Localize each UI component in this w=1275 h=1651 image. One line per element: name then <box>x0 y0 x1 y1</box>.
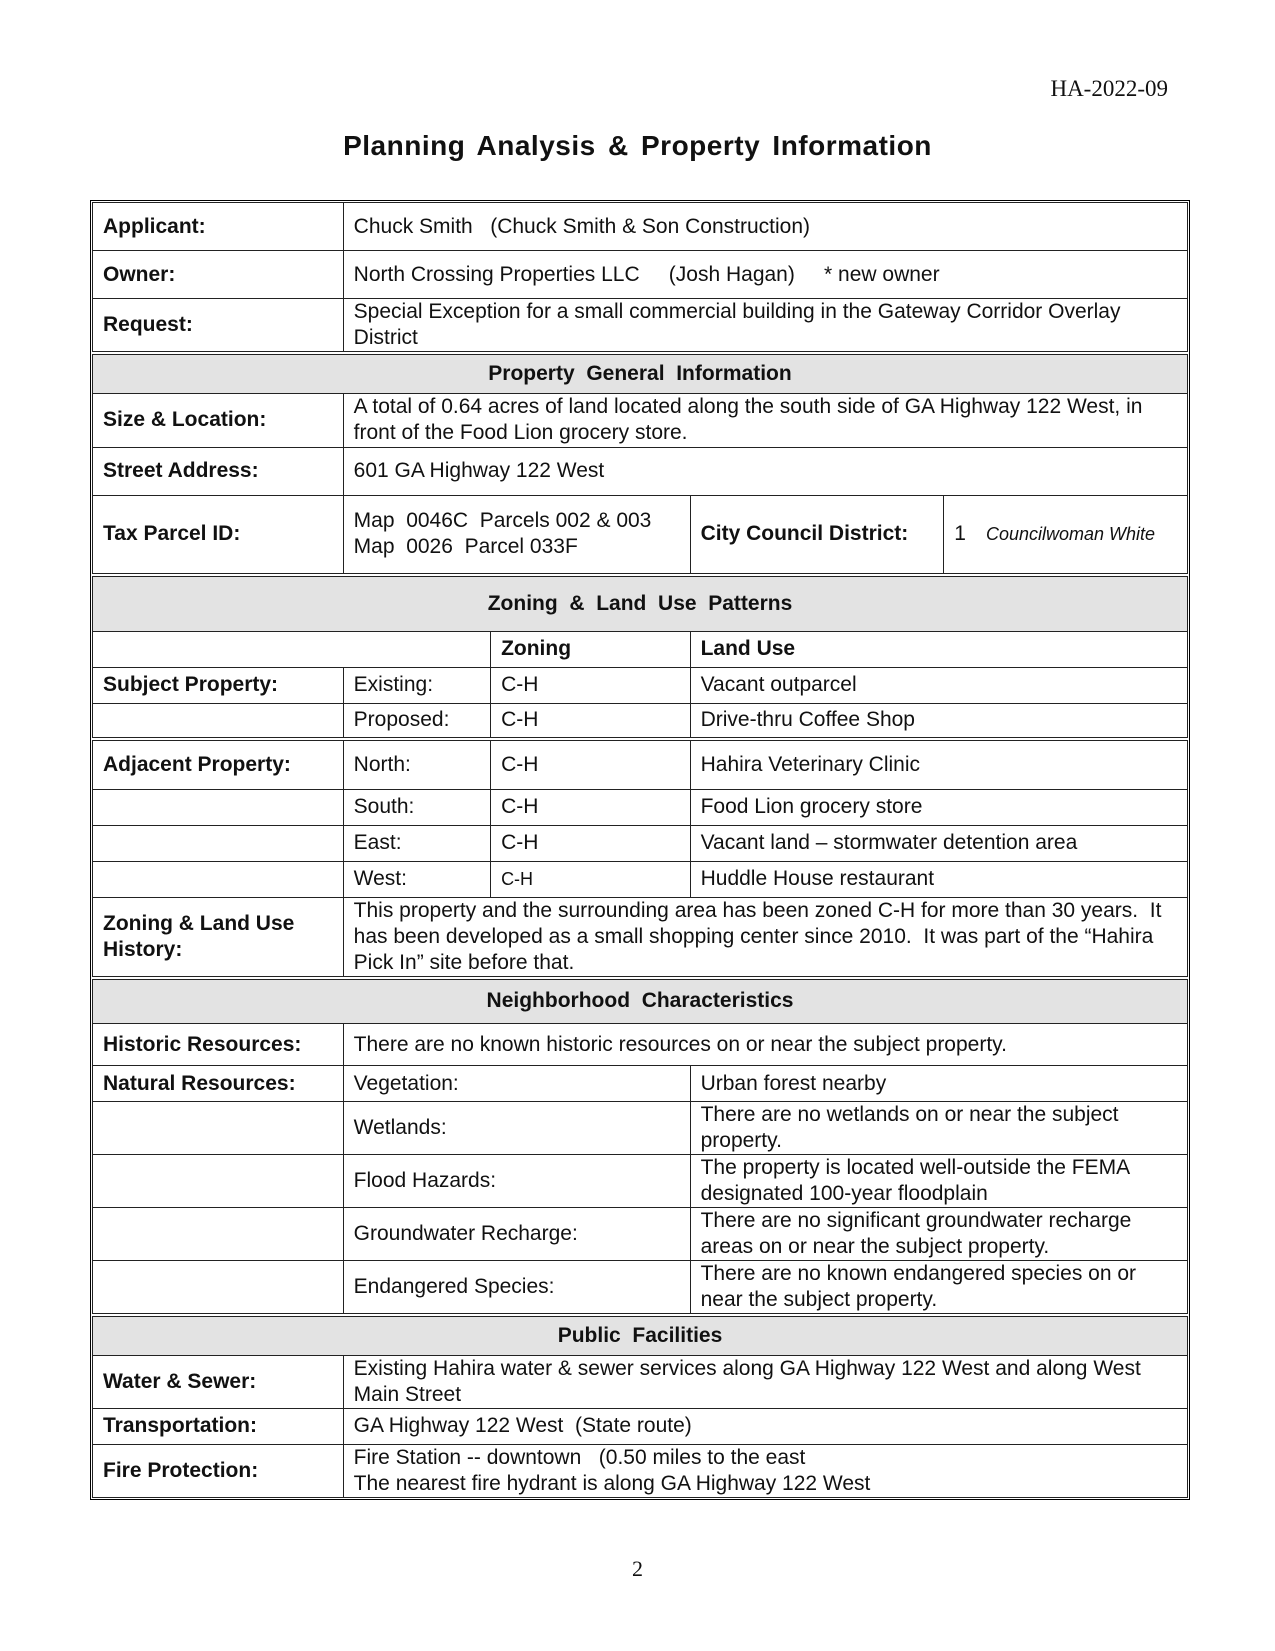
adjacent-direction: West: <box>343 861 490 897</box>
owner-row <box>93 251 1188 299</box>
natural-item: Flood Hazards: <box>343 1155 690 1208</box>
adjacent-land-use: Vacant land – stormwater detention area <box>690 825 1187 861</box>
zoning-history-label: Zoning & Land Use History: <box>93 897 344 978</box>
request-row <box>93 299 1188 354</box>
council-district-value <box>944 495 1188 575</box>
adjacent-west-row <box>93 861 1188 897</box>
public-facilities-heading: Public Facilities <box>93 1315 1188 1355</box>
fire-protection-line-2: The nearest fire hydrant is along GA Highway 122 West <box>353 1471 871 1495</box>
adjacent-land-use: Huddle House restaurant <box>690 861 1187 897</box>
zoning-column-header: Zoning <box>491 631 691 667</box>
size-location-row <box>93 393 1188 447</box>
natural-value: There are no significant groundwater recharge areas on or near the subject property. <box>690 1208 1187 1261</box>
natural-blank <box>93 1155 344 1208</box>
fire-protection-label: Fire Protection: <box>93 1444 344 1497</box>
size-location-label: Size & Location: <box>93 393 344 447</box>
council-member: Councilwoman White <box>985 524 1156 545</box>
subject-existing-row <box>93 667 1188 703</box>
natural-item: Endangered Species: <box>343 1261 690 1316</box>
natural-vegetation-row <box>93 1066 1188 1102</box>
natural-flood-row <box>93 1155 1188 1208</box>
subject-property-label: Subject Property: <box>93 667 344 703</box>
tax-parcel-row <box>93 495 1188 575</box>
size-location-value: A total of 0.64 acres of land located along the south side of GA Highway 122 West, in front of the Food Lion grocery store. <box>343 393 1187 447</box>
adjacent-east-row <box>93 825 1188 861</box>
street-address-label: Street Address: <box>93 447 344 495</box>
historic-resources-row <box>93 1024 1188 1066</box>
street-address-value: 601 GA Highway 122 West <box>343 447 1187 495</box>
neighborhood-heading-row <box>93 978 1188 1024</box>
historic-resources-label: Historic Resources: <box>93 1024 344 1066</box>
zoning-history-value: This property and the surrounding area has been zoned C-H for more than 30 years. It has been developed as a small shopping center since 2010. It was part of the “Hahira Pick In” site before that. <box>343 897 1187 978</box>
tax-parcel-label: Tax Parcel ID: <box>93 495 344 575</box>
adjacent-blank <box>93 825 344 861</box>
adjacent-direction: East: <box>343 825 490 861</box>
subject-blank <box>93 703 344 739</box>
natural-endangered-row <box>93 1261 1188 1316</box>
tax-parcel-value <box>343 495 690 575</box>
page-title: Planning Analysis & Property Information <box>343 130 932 161</box>
street-address-row <box>93 447 1188 495</box>
natural-value: There are no known endangered species on or near the subject property. <box>690 1261 1187 1316</box>
applicant-value: Chuck Smith (Chuck Smith & Son Construction) <box>343 203 1187 251</box>
natural-item: Wetlands: <box>343 1102 690 1155</box>
natural-value: Urban forest nearby <box>690 1066 1187 1102</box>
planning-table-frame <box>90 200 1190 1500</box>
case-number: HA-2022-09 <box>1050 76 1168 101</box>
fire-protection-row <box>93 1444 1188 1497</box>
applicant-row <box>93 203 1188 251</box>
tax-parcel-line-2: Map 0026 Parcel 033F <box>353 535 578 559</box>
fire-protection-value <box>343 1444 1187 1497</box>
council-district-number: 1 <box>954 522 966 546</box>
owner-label: Owner: <box>93 251 344 299</box>
transportation-value: GA Highway 122 West (State route) <box>343 1408 1187 1444</box>
applicant-label: Applicant: <box>93 203 344 251</box>
transportation-label: Transportation: <box>93 1408 344 1444</box>
adjacent-zoning: C-H <box>491 739 691 789</box>
natural-wetlands-row <box>93 1102 1188 1155</box>
land-use-column-header: Land Use <box>690 631 1187 667</box>
subject-zoning: C-H <box>491 703 691 739</box>
fire-protection-line-1: Fire Station -- downtown (0.50 miles to the east <box>353 1445 806 1469</box>
zoning-heading-row <box>93 575 1188 631</box>
zoning-header-blank <box>93 631 491 667</box>
zoning-column-header-row <box>93 631 1188 667</box>
adjacent-land-use: Food Lion grocery store <box>690 789 1187 825</box>
council-district-label: City Council District: <box>690 495 944 575</box>
natural-blank <box>93 1208 344 1261</box>
transportation-row <box>93 1408 1188 1444</box>
tax-parcel-line-1: Map 0046C Parcels 002 & 003 <box>353 509 652 533</box>
adjacent-direction: North: <box>343 739 490 789</box>
adjacent-zoning: C-H <box>491 789 691 825</box>
zoning-heading: Zoning & Land Use Patterns <box>93 575 1188 631</box>
adjacent-direction: South: <box>343 789 490 825</box>
water-sewer-value: Existing Hahira water & sewer services along GA Highway 122 West and along West Main Street <box>343 1355 1187 1408</box>
historic-resources-value: There are no known historic resources on or near the subject property. <box>343 1024 1187 1066</box>
property-general-heading: Property General Information <box>93 353 1188 393</box>
natural-blank <box>93 1261 344 1316</box>
subject-land-use: Vacant outparcel <box>690 667 1187 703</box>
natural-value: There are no wetlands on or near the subject property. <box>690 1102 1187 1155</box>
owner-value: North Crossing Properties LLC (Josh Hagan) * new owner <box>343 251 1187 299</box>
subject-proposed-row <box>93 703 1188 739</box>
property-general-heading-row <box>93 353 1188 393</box>
adjacent-blank <box>93 861 344 897</box>
request-label: Request: <box>93 299 344 354</box>
zoning-history-row <box>93 897 1188 978</box>
adjacent-south-row <box>93 789 1188 825</box>
subject-zoning: C-H <box>491 667 691 703</box>
natural-value: The property is located well-outside the FEMA designated 100-year floodplain <box>690 1155 1187 1208</box>
adjacent-blank <box>93 789 344 825</box>
natural-item: Vegetation: <box>343 1066 690 1102</box>
planning-table <box>92 202 1188 1498</box>
natural-item: Groundwater Recharge: <box>343 1208 690 1261</box>
adjacent-property-label: Adjacent Property: <box>93 739 344 789</box>
adjacent-zoning: C-H <box>491 861 691 897</box>
request-value: Special Exception for a small commercial building in the Gateway Corridor Overlay District <box>343 299 1187 354</box>
natural-blank <box>93 1102 344 1155</box>
neighborhood-heading: Neighborhood Characteristics <box>93 978 1188 1024</box>
water-sewer-row <box>93 1355 1188 1408</box>
subject-land-use: Drive-thru Coffee Shop <box>690 703 1187 739</box>
adjacent-land-use: Hahira Veterinary Clinic <box>690 739 1187 789</box>
adjacent-zoning: C-H <box>491 825 691 861</box>
water-sewer-label: Water & Sewer: <box>93 1355 344 1408</box>
public-facilities-heading-row <box>93 1315 1188 1355</box>
subject-direction: Existing: <box>343 667 490 703</box>
natural-groundwater-row <box>93 1208 1188 1261</box>
natural-resources-label: Natural Resources: <box>93 1066 344 1102</box>
page-number: 2 <box>632 1556 643 1581</box>
adjacent-north-row <box>93 739 1188 789</box>
subject-direction: Proposed: <box>343 703 490 739</box>
